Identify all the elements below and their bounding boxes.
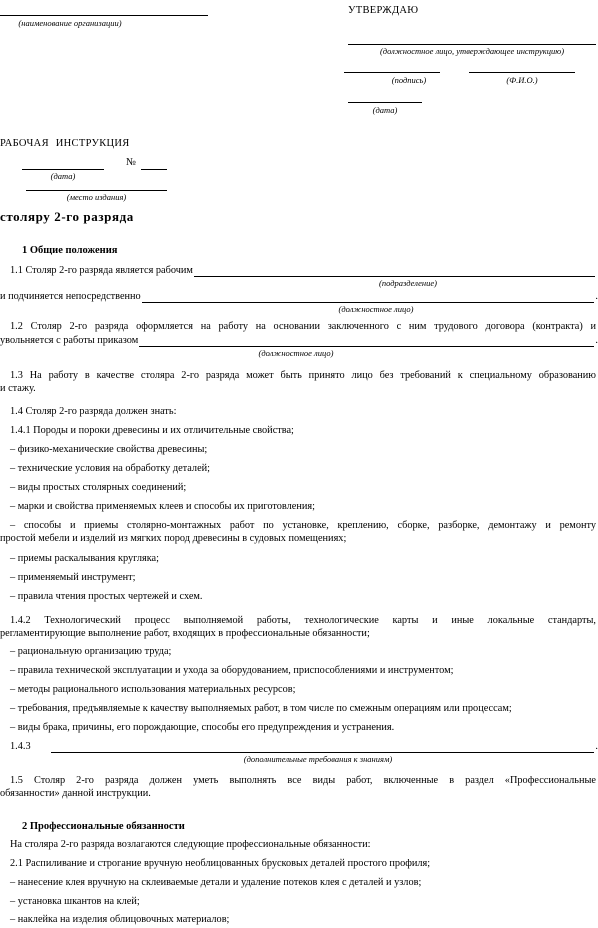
dismissal-official-caption: (должностное лицо) — [258, 348, 334, 358]
list-item: – марки и свойства применяемых клеев и способы их приготовления; — [10, 501, 315, 512]
list-item: – виды брака, причины, его порождающие, способы его предупреждения и устранения. — [10, 722, 395, 733]
subdivision-line — [194, 266, 595, 277]
supervisor-caption: (должностное лицо) — [338, 304, 414, 314]
clause-1-5-line2: обязанности» данной инструкции. — [0, 788, 151, 799]
clause-1-1-row2: и подчиняется непосредственно . — [0, 291, 598, 302]
doc-number-line — [141, 169, 167, 170]
list-item: – требования, предъявляемые к качеству выполняемых работ, в том числе по смежным операциям или процессам; — [10, 703, 512, 714]
doc-date-caption: (дата) — [50, 171, 76, 181]
section2-heading: 2 Профессиональные обязанности — [22, 821, 185, 832]
approver-position-caption: (должностное лицо, утверждающее инструкцию) — [379, 46, 565, 56]
list-item: – методы рационального использования материальных ресурсов; — [10, 684, 296, 695]
clause-1-1-line2: и подчиняется непосредственно — [0, 291, 141, 302]
clause-1-4-3-label: 1.4.3 — [10, 741, 31, 752]
list-item: – применяемый инструмент; — [10, 572, 136, 583]
doc-place-line — [26, 190, 167, 191]
list-item: – технические условия на обработку деталей; — [10, 463, 211, 474]
clause-1-4-1: 1.4.1 Породы и пороки древесины и их отличительные свойства; — [10, 425, 294, 436]
subdivision-caption: (подразделение) — [379, 278, 437, 288]
clause-1-1-row — [10, 264, 596, 277]
list-item: – наклейка на изделия облицовочных материалов; — [10, 914, 230, 925]
doc-number-label: № — [126, 157, 137, 168]
section1-heading: 1 Общие положения — [22, 245, 118, 256]
section2-intro: На столяра 2-го разряда возлагаются следующие профессиональные обязанности: — [10, 839, 371, 850]
clause-1-3-line1: 1.3 На работу в качестве столяра 2-го разряда может быть принято лицо без требований к специальному образованию — [10, 370, 596, 381]
clause-1-5-line1: 1.5 Столяр 2-го разряда должен уметь выполнять все виды работ, включенные в раздел «Профессиональные — [10, 775, 596, 786]
list-item: – виды простых столярных соединений; — [10, 482, 187, 493]
full-name-caption: (Ф.И.О.) — [506, 75, 538, 85]
list-item: – рациональную организацию труда; — [10, 646, 172, 657]
dismissal-official-line — [139, 336, 594, 347]
list-item-long-line1: – способы и приемы столярно-монтажных работ по установке, креплению, сборке, разборке, демонтажу и ремонту — [10, 520, 596, 531]
approve-date-line — [348, 102, 422, 103]
list-item: – физико-механические свойства древесины; — [10, 444, 208, 455]
clause-1-4-3-row: 1.4.3 . — [10, 741, 598, 752]
doc-date-line — [22, 169, 104, 170]
extra-knowledge-line — [51, 742, 595, 753]
clause-1-3-line2: и стажу. — [0, 383, 36, 394]
list-item-long-line2: простой мебели и изделий из мягких пород древесины в судовых помещениях; — [0, 533, 347, 544]
list-item: – приемы раскалывания кругляка; — [10, 553, 159, 564]
list-item: – правила чтения простых чертежей и схем. — [10, 591, 203, 602]
full-name-line — [469, 72, 575, 73]
clause-2-1: 2.1 Распиливание и строгание вручную необлицованных брусковых деталей простого профиля; — [10, 858, 431, 869]
clause-1-2-line2: увольняется с работы приказом — [0, 335, 139, 346]
signature-line — [344, 72, 440, 73]
list-item: – правила технической эксплуатации и ухода за оборудованием, приспособлениями и инструментом; — [10, 665, 454, 676]
clause-1-4-2-line1: 1.4.2 Технологический процесс выполняемой работы, технологические карты и иные локальные стандарты, — [10, 615, 596, 626]
doc-title: РАБОЧАЯ ИНСТРУКЦИЯ — [0, 138, 130, 149]
org-name-caption: (наименование организации) — [18, 18, 122, 28]
doc-subtitle: столяру 2-го разряда — [0, 209, 134, 224]
clause-1-2-row2: увольняется с работы приказом . — [0, 335, 598, 346]
signature-caption: (подпись) — [391, 75, 427, 85]
approve-label: УТВЕРЖДАЮ — [348, 5, 419, 16]
doc-place-caption: (место издания) — [66, 192, 127, 202]
supervisor-line — [142, 292, 595, 303]
org-name-line — [0, 15, 208, 16]
clause-1-2-line1: 1.2 Столяр 2-го разряда оформляется на работу на основании заключенного с ним трудового договора (контракта) и — [10, 321, 596, 332]
approver-position-line — [348, 44, 596, 45]
extra-knowledge-caption: (дополнительные требования к знаниям) — [243, 754, 393, 764]
clause-1-4-2-line2: регламентирующие выполнение работ, входящих в профессиональные обязанности; — [0, 628, 370, 639]
clause-1-4: 1.4 Столяр 2-го разряда должен знать: — [10, 406, 177, 417]
list-item: – нанесение клея вручную на склеиваемые детали и удаление потеков клея с деталей и узлов; — [10, 877, 422, 888]
approve-date-caption: (дата) — [372, 105, 398, 115]
list-item: – установка шкантов на клей; — [10, 896, 140, 907]
clause-1-1-text: 1.1 Столяр 2-го разряда является рабочим — [10, 265, 193, 276]
